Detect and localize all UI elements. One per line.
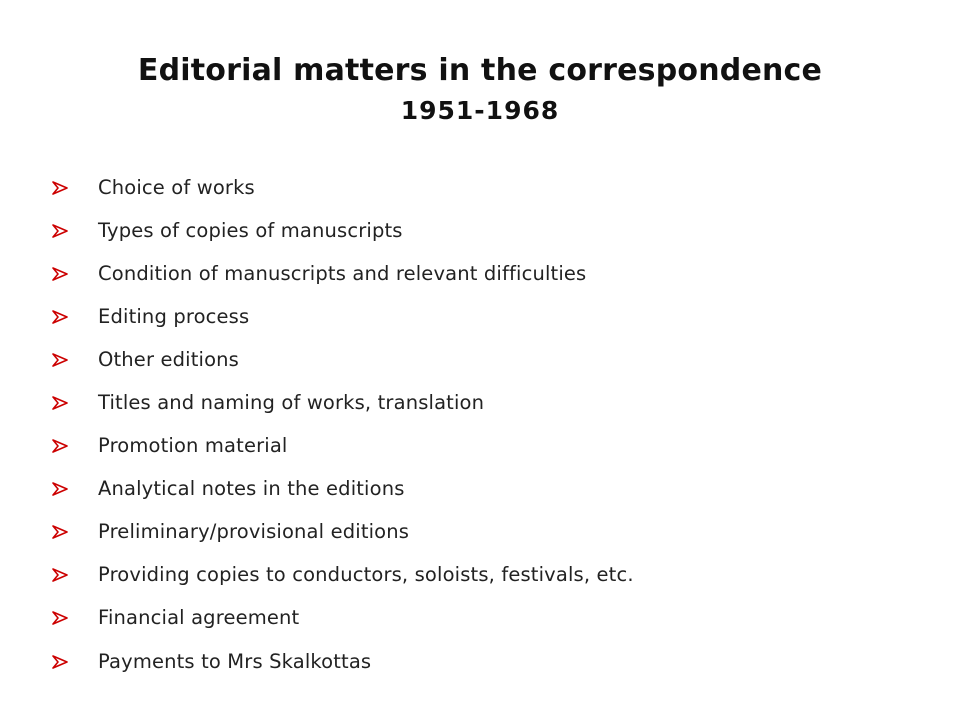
- arrow-bullet-icon: [52, 393, 98, 413]
- bullet-item: [52, 338, 912, 381]
- bullet-text: Analytical notes in the editions: [98, 477, 405, 501]
- arrow-bullet-icon: [52, 221, 98, 241]
- arrow-bullet-icon: [52, 436, 98, 456]
- slide-title: Editorial matters in the correspondence: [137, 53, 823, 88]
- bullet-item: [52, 468, 912, 511]
- bullet-item: [52, 209, 912, 252]
- bullet-text: Financial agreement: [98, 606, 300, 630]
- bullet-item: [52, 166, 912, 209]
- bullet-text: Types of copies of manuscripts: [98, 218, 403, 242]
- arrow-bullet-icon: [52, 307, 98, 327]
- bullet-text: Promotion material: [98, 434, 288, 458]
- slide-subtitle: 1951-1968: [400, 96, 560, 125]
- bullet-text: Editing process: [98, 304, 250, 328]
- arrow-bullet-icon: [52, 652, 98, 672]
- arrow-bullet-icon: [52, 264, 98, 284]
- bullet-item: [52, 252, 912, 295]
- bullet-item: [52, 511, 912, 554]
- arrow-bullet-icon: [52, 479, 98, 499]
- arrow-bullet-icon: [52, 608, 98, 628]
- arrow-bullet-icon: [52, 350, 98, 370]
- arrow-bullet-icon: [52, 178, 98, 198]
- bullet-text: Other editions: [98, 347, 239, 371]
- bullet-item: [52, 381, 912, 424]
- arrow-bullet-icon: [52, 522, 98, 542]
- bullet-list: [52, 166, 912, 683]
- bullet-item: [52, 597, 912, 640]
- bullet-text: Titles and naming of works, translation: [98, 391, 485, 415]
- bullet-text: Condition of manuscripts and relevant difficulties: [98, 261, 587, 285]
- bullet-item: [52, 295, 912, 338]
- bullet-item: [52, 425, 912, 468]
- bullet-text: Payments to Mrs Skalkottas: [98, 649, 372, 673]
- bullet-text: Choice of works: [98, 175, 255, 199]
- bullet-item: [52, 554, 912, 597]
- bullet-text: Preliminary/provisional editions: [98, 520, 410, 544]
- bullet-item: [52, 640, 912, 683]
- arrow-bullet-icon: [52, 565, 98, 585]
- bullet-text: Providing copies to conductors, soloists, festivals, etc.: [98, 563, 634, 587]
